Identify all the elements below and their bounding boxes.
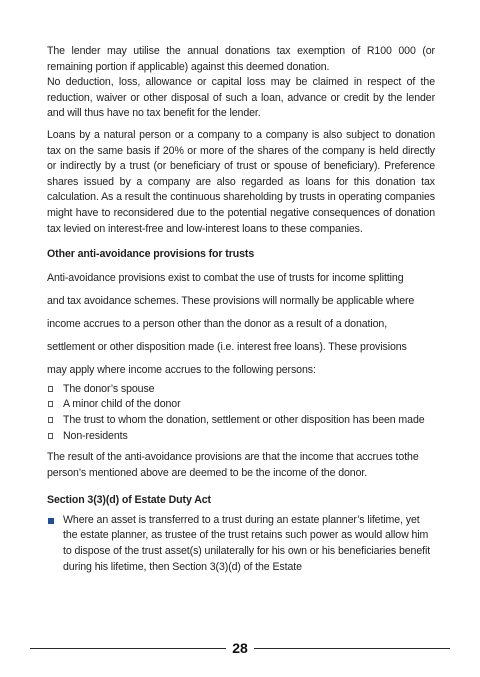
list-item (47, 429, 435, 445)
list-item-text: The donor’s spouse (63, 382, 155, 395)
list-item (47, 413, 435, 429)
list-item (47, 513, 435, 575)
list-item-text: A minor child of the donor (63, 398, 181, 411)
paragraph-exemption (47, 44, 435, 122)
list-item (47, 397, 435, 413)
page-footer (30, 638, 450, 658)
exemption-sentence: The lender may utilise the annual donations tax exemption of R100 000 (or remaining portion if applicable) against this deemed donation. (47, 45, 435, 73)
list-item-text: Non-residents (63, 429, 128, 442)
paragraph-result: The result of the anti-avoidance provisions are that the income that accrues tothe person’s mentioned above are deemed to be the income of the donor. (47, 451, 419, 479)
anti-avoidance-line: and tax avoidance schemes. These provisions will normally be applicable where (47, 294, 415, 307)
list-item-text: Where an asset is transferred to a trust during an estate planner’s lifetime, yet the estate planner, as trustee of the trust retains such power as would allow him to dispose of the trust asset(s) unilaterally for his own or his beneficiaries benefit during his lifetime, then Section 3(3)(d) of the Estate (63, 513, 431, 573)
paragraph-company-loans: Loans by a natural person or a company to a company is also subject to donation tax on the same basis if 20% or more of the shares of the company is held directly or indirectly by a trust (or beneficiary of trust or spouse of beneficiary). Preference shares issued by a company are also regarded as loans for this donation tax calculation. As a result the continuous shareholding by trusts in operating companies might have to reconsidered due to the potential negative consequences of donation tax levied on interest-free and low-interest loans to these companies. (47, 128, 435, 235)
anti-avoidance-line: may apply where income accrues to the following persons: (47, 363, 316, 376)
estate-duty-list (47, 513, 435, 575)
anti-avoidance-line: settlement or other disposition made (i.e. interest free loans). These provisions (47, 340, 407, 353)
blue-square-bullet-icon (48, 518, 54, 524)
footer-rule-left (30, 648, 226, 649)
list-item-text: The trust to whom the donation, settlement or other disposition has been made (63, 413, 425, 426)
heading-anti-avoidance: Other anti-avoidance provisions for trusts (47, 248, 255, 261)
anti-avoidance-line: income accrues to a person other than the donor as a result of a donation, (47, 317, 388, 330)
heading-estate-duty: Section 3(3)(d) of Estate Duty Act (47, 494, 211, 507)
list-item (47, 382, 435, 398)
page-body (47, 44, 435, 575)
square-bullet-icon (48, 433, 53, 439)
square-bullet-icon (48, 401, 53, 407)
anti-avoidance-line: Anti-avoidance provisions exist to combat the use of trusts for income splitting (47, 271, 404, 284)
anti-avoidance-text (47, 267, 435, 382)
page-number: 28 (232, 640, 248, 656)
footer-rule-right (254, 648, 450, 649)
square-bullet-icon (48, 386, 53, 392)
no-deduction-sentence: No deduction, loss, allowance or capital loss may be claimed in respect of the reduction, waiver or other disposal of such a loan, advance or credit by the lender and will thus have no tax benefit for the lender. (47, 76, 435, 120)
persons-list (47, 382, 435, 444)
square-bullet-icon (48, 417, 53, 423)
